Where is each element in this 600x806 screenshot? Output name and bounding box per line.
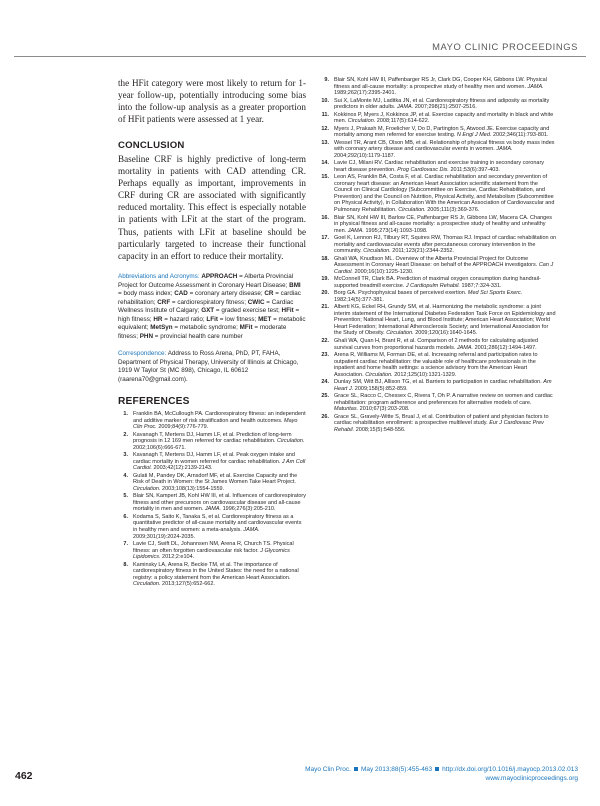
reference-number: 9.	[324, 77, 329, 83]
reference-number: 4.	[123, 472, 128, 479]
reference-journal: JAMA.	[396, 104, 414, 111]
reference-text: Wessel TR, Arant CB, Olson MB, et al. Relationship of physical fitness vs body mass index with coronary artery disease and cardiovascular events in women.	[334, 139, 555, 153]
reference-number: 1.	[123, 411, 128, 418]
reference-item	[319, 414, 557, 434]
footer-issue: May 2013;88(5):455-463	[360, 766, 433, 773]
reference-citation: 2008;117(5):614-622.	[375, 118, 430, 125]
reference-citation: 2010;67(3):203-208.	[358, 406, 410, 413]
reference-text: Alberti KG, Eckel RH, Grundy SM, et al. Harmonizing the metabolic syndrome: a joint interim statement of the International Diabetes Federation Task Force on Epidemiology and Prevention; National Heart, Lung, and Blood Institute; American Heart Association; World Heart Federation; International Atherosclerosis Society; and International Association for the Study of Obesity.	[334, 304, 556, 337]
header-rule	[14, 56, 586, 57]
abbreviation-definition: body mass index	[123, 290, 171, 298]
square-bullet-icon	[354, 767, 358, 771]
reference-item	[319, 174, 557, 213]
reference-citation: 1995;273(14):1093-1098.	[363, 227, 428, 234]
reference-text: Lavie CJ, Milani RV. Cardiac rehabilitation and exercise training in secondary coronary heart disease prevention.	[334, 160, 545, 173]
reference-journal: JAMA.	[496, 146, 513, 153]
reference-item	[118, 514, 306, 540]
reference-text: Dunlay SM, Witt BJ, Allison TG, et al. Barriers to participation in cardiac rehabilitation.	[334, 379, 544, 386]
abbreviation-term: PHN	[139, 332, 153, 340]
reference-journal: Circulation.	[277, 438, 305, 445]
reference-citation: 1987;7:324-331.	[459, 282, 502, 289]
references-list-left	[118, 411, 306, 588]
reference-item	[319, 338, 557, 351]
reference-number: 2.	[123, 431, 128, 438]
reference-journal: N Engl J Med.	[456, 132, 492, 139]
reference-citation: 2011;123(21):2344-2352.	[390, 248, 454, 255]
reference-journal: Med Sci Sports Exerc.	[467, 290, 523, 297]
reference-journal: JAMA.	[243, 527, 260, 534]
abbreviation-term: MET	[258, 315, 272, 323]
reference-citation: 2009;301(19):2024-2035.	[133, 533, 196, 540]
reference-text: Kodama S, Saito K, Tanaka S, et al. Cardiorespiratory fitness as a quantitative predictor of all-cause mortality and cardiovascular events in healthy men and women: a meta-analysis.	[133, 513, 302, 534]
reference-citation: 1982;14(5):377-381.	[334, 296, 384, 303]
conclusion-paragraph: Baseline CRF is highly predictive of long-term mortality in patients with CAD attending CR. Perhaps equally as important, improvements in CRF during CR are associated with significantly reduced mortality. This effect is especially notable in patients with LFit at the start of the program. Thus, patients with LFit at baseline should be particularly targeted to increase their functional capacity in an effort to reduce their mortality.	[118, 153, 306, 261]
reference-item	[118, 473, 306, 493]
correspondence-block	[118, 350, 306, 384]
reference-text: Franklin BA, McCullough PA. Cardiorespiratory fitness: an independent and additive marker of risk stratification and health outcomes.	[133, 411, 306, 424]
journal-header: MAYO CLINIC PROCEEDINGS	[432, 41, 578, 52]
abbreviation-term: CWIC	[247, 298, 265, 306]
reference-number: 6.	[123, 513, 128, 520]
reference-item	[319, 112, 557, 125]
reference-journal: Circulation.	[347, 118, 376, 125]
square-bullet-icon	[435, 767, 439, 771]
reference-citation: 1996;276(3):205-210.	[221, 506, 276, 513]
reference-citation: 2012;125(10):1321-1329.	[392, 371, 457, 378]
reference-text: Kavanagh T, Mertens DJ, Hamm LF, et al. Peak oxygen intake and cardiac mortality in women referred for cardiac rehabilitation.	[133, 452, 295, 465]
reference-journal: Circulation.	[133, 581, 161, 588]
reference-text: Blair SN, Kohl HW III, Barlow CE, Paffenbarger RS Jr, Gibbons LW, Macera CA. Changes in physical fitness and all-cause mortality: a prospective study of healthy and unhealthy men.	[334, 214, 553, 234]
reference-citation: 2005;111(3):369-376.	[425, 207, 480, 214]
reference-text: Blair SN, Kohl HW III, Paffenbarger RS Jr, Clark DG, Cooper KH, Gibbons LW. Physical fitness and all-cause mortality: a prospective study of healthy men and women.	[334, 77, 547, 90]
reference-text: McConnell TR, Clark BA. Prediction of maximal oxygen consumption during handrail-supported treadmill exercise.	[334, 276, 541, 289]
reference-journal: Circulation.	[363, 248, 391, 255]
reference-number: 10.	[321, 97, 329, 104]
reference-number: 11.	[321, 111, 329, 118]
reference-number: 15.	[321, 174, 329, 181]
reference-item	[319, 98, 557, 111]
reference-number: 17.	[321, 235, 329, 242]
reference-text: Grace SL, Gravely-Witte S, Brual J, et al. Contribution of patient and physician factors to cardiac rehabilitation enrollment: a prospective multilevel study.	[334, 413, 549, 427]
footer-doi-link[interactable]: http://dx.doi.org/10.1016/j.mayocp.2013.02.013	[442, 766, 578, 773]
abbreviation-term: LFit	[206, 315, 218, 323]
reference-item	[319, 276, 557, 289]
abbreviation-definition: hazard ratio	[169, 315, 203, 323]
abbreviation-definition: metabolic syndrome	[179, 324, 237, 332]
reference-number: 12.	[321, 125, 329, 132]
abbreviation-definition: Cardiac Wellness Institute of Calgary	[118, 298, 294, 315]
abbreviation-definition: coronary artery disease	[195, 290, 261, 298]
reference-journal: Maturitas.	[334, 406, 359, 413]
reference-item	[319, 352, 557, 378]
reference-journal: Circulation.	[398, 207, 426, 214]
reference-item	[118, 411, 306, 431]
reference-journal: JAMA.	[527, 83, 544, 90]
reference-journal: Mayo Clin Proc.	[133, 417, 298, 431]
reference-number: 23.	[321, 352, 329, 358]
reference-number: 14.	[321, 160, 329, 167]
reference-journal: Circulation.	[365, 371, 393, 378]
reference-citation: 2004;292(10):1179-1187.	[334, 152, 396, 159]
abbreviation-definition: low fitness	[225, 315, 255, 323]
abbreviation-term: CAD	[174, 290, 188, 298]
reference-citation: 2003;42(12):2139-2143.	[151, 465, 213, 472]
reference-item	[319, 126, 557, 139]
abbreviation-term: MFit	[239, 324, 253, 332]
abbreviation-definition: graded exercise test	[221, 307, 279, 315]
abbreviation-term: APPROACH	[201, 273, 238, 281]
reference-journal: Prog Cardiovasc Dis.	[397, 166, 449, 173]
reference-item	[118, 493, 306, 513]
reference-number: 16.	[321, 214, 329, 221]
right-column	[319, 77, 557, 434]
abbreviation-term: HR	[153, 315, 163, 323]
references-heading: REFERENCES	[118, 396, 190, 408]
reference-citation: 2009;84(9):776-779.	[156, 424, 209, 431]
reference-journal: J Cardiopulm Rehabil.	[405, 282, 460, 289]
reference-number: 24.	[321, 379, 329, 386]
reference-citation: 2011;53(6):397-403.	[448, 166, 500, 173]
reference-text: Grace SL, Racco C, Chessex C, Rivera T, Oh P. A narrative review on women and cardiac rehabilitation: program adherence and preferences for alternative models of care.	[334, 393, 553, 406]
reference-item	[319, 256, 557, 276]
reference-number: 20.	[321, 290, 329, 297]
reference-number: 3.	[123, 452, 128, 459]
reference-citation: 2002;346(11):793-801.	[491, 132, 549, 139]
reference-number: 25.	[321, 393, 329, 400]
reference-text: Blair SN, Kampert JB, Kohl HW III, et al. Influences of cardiorespiratory fitness and other precursors on cardiovascular disease and all-cause mortality in men and women.	[133, 493, 307, 513]
reference-citation: 2009;120(16):1640-1645.	[413, 330, 478, 337]
reference-number: 22.	[321, 337, 329, 344]
reference-item	[319, 215, 557, 235]
reference-item	[319, 160, 557, 173]
reference-item	[319, 379, 557, 392]
footer-website-link[interactable]: www.mayoclinicproceedings.org	[485, 775, 578, 782]
reference-item	[118, 452, 306, 472]
reference-citation: 2009;158(5):852-859.	[353, 385, 408, 392]
reference-text: Kavanagh T, Mertens DJ, Hamm LF, et al. Prediction of long-term prognosis in 12 169 men referred for cardiac rehabilitation.	[133, 431, 292, 445]
reference-text: Leon AS, Franklin BA, Costa F, et al. Cardiac rehabilitation and secondary prevention of coronary heart disease: an American Heart Association scientific statement from the Council on Clinical Cardiology (Subcommittee on Exercise, Cardiac Rehabilitation, and Prevention) and the Council on Nutrition, Physical Activity, and Metabolism (Subcommittee on Physical Activity), in Collaboration With the American Association of Cardiovascular and Pulmonary Rehabilitation.	[334, 174, 555, 214]
reference-item	[118, 541, 306, 561]
abbreviation-term: CRF	[157, 298, 171, 306]
reference-text: Kokkinos P, Myers J, Kokkinos JP, et al. Exercise capacity and mortality in black and white men.	[334, 111, 554, 125]
reference-journal: JAMA.	[347, 227, 364, 234]
abbreviation-definition: moderate fitness	[118, 324, 287, 340]
reference-item	[319, 393, 557, 413]
reference-number: 19.	[321, 276, 329, 283]
reference-citation: 2002;106(6):666-671.	[133, 444, 186, 451]
reference-text: Ghali WA, Quan H, Brant R, et al. Comparison of 2 methods for calculating adjusted survival curves from proportional hazards models.	[334, 337, 539, 351]
abbreviations-block	[118, 273, 306, 341]
correspondence-label: Correspondence:	[118, 350, 167, 358]
reference-citation: 2000;16(10):1225-1230.	[352, 268, 414, 275]
abbreviations-list: APPROACH = Alberta Provincial Project for Outcome Assessment in Coronary Heart Disease; BMI = body mass index; CAD = coronary artery disease; CR = cardiac rehabilitation; CRF = cardiorespiratory fitness; CWIC = Cardiac Wellness Institute of Calgary; GXT = graded exercise test; HFit = high fitness; HR = hazard ratio; LFit = low fitness; MET = metabolic equivalent; MetSyn = metabolic syndrome; MFit = moderate fitness; PHN = provincial health care number	[118, 273, 306, 340]
reference-journal: J Glycomics Lipidomics.	[133, 547, 290, 561]
reference-number: 26.	[321, 413, 329, 420]
reference-text: Arena R, Williams M, Forman DE, et al. Increasing referral and participation rates to outpatient cardiac rehabilitation: the valuable role of healthcare professionals in the inpatient and home health settings: a science advisory from the American Heart Association.	[334, 352, 538, 378]
abbreviations-heading: Abbreviations and Acronyms:	[118, 273, 200, 281]
reference-item	[319, 235, 557, 255]
reference-text: Borg GA. Psychophysical bases of perceived exertion.	[334, 290, 468, 297]
left-column	[118, 77, 306, 589]
abbreviation-term: GXT	[201, 307, 215, 315]
reference-number: 5.	[123, 493, 128, 500]
reference-item	[118, 432, 306, 452]
abbreviation-definition: cardiorespiratory fitness	[177, 298, 245, 306]
references-list-right	[319, 77, 557, 433]
reference-number: 7.	[123, 541, 128, 548]
reference-citation: 1989;262(17):2395-2401.	[334, 90, 397, 97]
reference-number: 13.	[321, 139, 329, 146]
reference-journal: Circulation.	[386, 330, 414, 337]
reference-journal: Am Heart J.	[334, 379, 552, 392]
reference-journal: J Am Coll Cardiol.	[133, 458, 306, 472]
reference-item	[319, 77, 557, 97]
reference-number: 21.	[321, 304, 329, 311]
conclusion-heading: CONCLUSION	[118, 139, 185, 151]
reference-citation: 2001;286(12):1494-1497.	[473, 344, 537, 351]
reference-journal: Circulation.	[133, 485, 161, 492]
reference-text: Goel K, Lennon RJ, Tilbury RT, Squires RW, Thomas RJ. Impact of cardiac rehabilitation on mortality and cardiovascular events after percutaneous coronary intervention in the community.	[334, 235, 557, 255]
reference-citation: 2008;15(5):548-556.	[354, 426, 406, 433]
abbreviation-term: BMI	[289, 281, 301, 289]
abbreviation-term: HFit	[281, 307, 294, 315]
abbreviation-definition: Alberta Provincial Project for Outcome Assessment in Coronary Heart Disease	[118, 273, 294, 289]
abbreviation-term: MetSyn	[150, 324, 173, 332]
footer-journal: Mayo Clin Proc.	[305, 766, 351, 773]
reference-citation: 2003;108(13):1554-1559.	[160, 485, 225, 492]
correspondence-text: Address to Ross Arena, PhD, PT, FAHA, Department of Physical Therapy, University of Illinois at Chicago, 1919 W Taylor St (MC 898), Chicago, IL 60612 (raarena70@gmail.com).	[118, 350, 299, 383]
reference-text: Lavie CJ, Swift DL, Johannsen NM, Arena R, Church TS. Physical fitness: an often forgotten cardiovascular risk factor.	[133, 541, 294, 554]
reference-text: Ghali WA, Knudtson ML. Overview of the Alberta Provincial Project for Outcome Assessment in Coronary Heart Disease: on behalf of the APPROACH investigators.	[334, 255, 539, 269]
abbreviation-definition: cardiac rehabilitation	[118, 290, 301, 306]
abbreviation-definition: high fitness	[118, 315, 150, 323]
reference-text: Myers J, Prakash M, Froelicher V, Do D, Partington S, Atwood JE. Exercise capacity and mortality among men referred for exercise testing.	[334, 125, 550, 139]
reference-number: 8.	[123, 561, 128, 568]
continuation-paragraph: the HFit category were most likely to return for 1-year follow-up, potentially introducing some bias into the follow-up analysis as a greater proportion of HFit patients were assessed at 1 year.	[118, 78, 306, 125]
reference-journal: Eur J Cardiovasc Prev Rehabil.	[334, 420, 544, 433]
reference-journal: JAMA.	[204, 506, 222, 513]
reference-citation: 2012;2:e104.	[160, 554, 195, 561]
page-number: 462	[15, 770, 33, 782]
footer-citation	[305, 765, 578, 783]
reference-journal: JAMA.	[456, 344, 474, 351]
abbreviation-definition: provincial health care number	[160, 332, 243, 340]
reference-item	[118, 562, 306, 588]
reference-item	[319, 290, 557, 303]
reference-citation: 2013;127(5):652-662.	[160, 581, 215, 588]
reference-text: Kaminsky LA, Arena R, Beckie TM, et al. The importance of cardiorespiratory fitness in the United States: the need for a national registry: a policy statement from the American Heart Association.	[133, 561, 299, 581]
reference-number: 18.	[321, 255, 329, 262]
reference-text: Sui X, LaMonte MJ, Laditka JN, et al. Cardiorespiratory fitness and adiposity as mortality predictors in older adults.	[334, 97, 550, 111]
abbreviation-term: CR	[264, 290, 274, 298]
reference-text: Gulati M, Pandey DK, Arnsdorf MF, et al. Exercise Capacity and the Risk of Death in Women: the St James Women Take Heart Project.	[133, 472, 298, 486]
reference-item	[319, 304, 557, 337]
reference-citation: 2007;298(21):2507-2516.	[413, 104, 477, 111]
abbreviation-definition: metabolic equivalent	[118, 315, 306, 332]
reference-journal: Can J Cardiol.	[334, 262, 554, 275]
reference-item	[319, 140, 557, 160]
